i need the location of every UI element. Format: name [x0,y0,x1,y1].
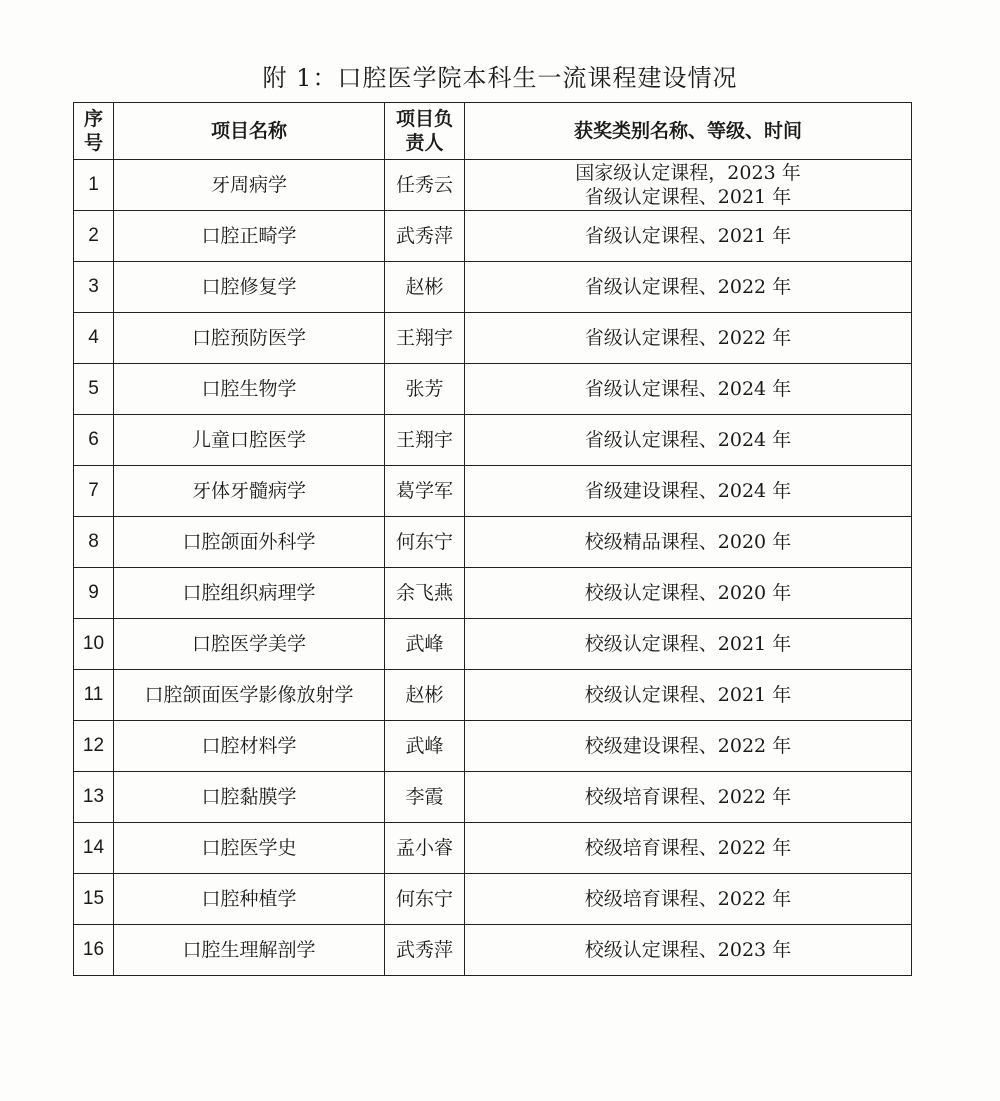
cell-no: 14 [74,823,114,874]
cell-course-name: 口腔修复学 [114,262,385,313]
cell-leader: 武峰 [385,619,465,670]
table-row [74,874,912,925]
cell-course-name: 口腔医学史 [114,823,385,874]
award-line: 省级认定课程、2021 年 [584,225,792,247]
table-row [74,415,912,466]
table-row [74,823,912,874]
cell-leader: 张芳 [385,364,465,415]
header-leader-line-1: 项目负 [395,108,453,130]
cell-award [465,313,912,364]
cell-award [465,721,912,772]
cell-award [465,466,912,517]
table-body [74,160,912,976]
table-row [74,364,912,415]
cell-no: 15 [74,874,114,925]
table-row [74,925,912,976]
cell-leader: 武秀萍 [385,925,465,976]
cell-leader: 赵彬 [385,262,465,313]
cell-course-name: 口腔种植学 [114,874,385,925]
cell-award [465,211,912,262]
cell-leader: 葛学军 [385,466,465,517]
cell-no: 6 [74,415,114,466]
table-row [74,772,912,823]
course-table [73,102,912,976]
cell-course-name: 牙体牙髓病学 [114,466,385,517]
cell-course-name: 口腔正畸学 [114,211,385,262]
cell-course-name: 口腔预防医学 [114,313,385,364]
cell-no: 2 [74,211,114,262]
cell-award [465,364,912,415]
award-line: 校级认定课程、2020 年 [584,582,792,604]
award-line: 校级认定课程、2021 年 [584,633,792,655]
cell-course-name: 口腔生物学 [114,364,385,415]
cell-course-name: 口腔材料学 [114,721,385,772]
header-leader [385,103,465,160]
award-line: 省级建设课程、2024 年 [584,480,792,502]
award-line: 省级认定课程、2022 年 [584,276,792,298]
cell-award [465,160,912,211]
cell-award [465,670,912,721]
cell-course-name: 牙周病学 [114,160,385,211]
cell-no: 5 [74,364,114,415]
cell-award [465,568,912,619]
header-no-line-1: 序 [83,108,103,130]
cell-course-name: 口腔组织病理学 [114,568,385,619]
cell-award [465,772,912,823]
award-line: 校级精品课程、2020 年 [584,531,792,553]
cell-course-name: 儿童口腔医学 [114,415,385,466]
cell-leader: 何东宁 [385,517,465,568]
award-line: 校级培育课程、2022 年 [584,888,792,910]
cell-award [465,262,912,313]
table-row [74,160,912,211]
award-line: 省级认定课程、2022 年 [584,327,792,349]
cell-no: 12 [74,721,114,772]
header-leader-line-2: 责人 [405,132,444,154]
award-line: 校级培育课程、2022 年 [584,786,792,808]
header-name: 项目名称 [114,103,385,160]
cell-course-name: 口腔黏膜学 [114,772,385,823]
cell-leader: 余飞燕 [385,568,465,619]
table-row [74,466,912,517]
cell-award [465,823,912,874]
table-row [74,619,912,670]
header-award: 获奖类别名称、等级、时间 [465,103,912,160]
cell-no: 10 [74,619,114,670]
cell-no: 13 [74,772,114,823]
award-line: 省级认定课程、2021 年 [584,186,792,208]
cell-no: 7 [74,466,114,517]
header-no-line-2: 号 [83,132,103,154]
table-row [74,721,912,772]
cell-award [465,415,912,466]
cell-leader: 李霞 [385,772,465,823]
cell-no: 4 [74,313,114,364]
award-line: 校级培育课程、2022 年 [584,837,792,859]
cell-no: 11 [74,670,114,721]
table-row [74,313,912,364]
cell-no: 16 [74,925,114,976]
cell-leader: 任秀云 [385,160,465,211]
page-title: 附 1：口腔医学院本科生一流课程建设情况 [262,64,738,92]
cell-no: 1 [74,160,114,211]
award-line: 校级认定课程、2021 年 [584,684,792,706]
table-row [74,568,912,619]
cell-course-name: 口腔医学美学 [114,619,385,670]
table-header-row [74,103,912,160]
cell-course-name: 口腔颌面医学影像放射学 [114,670,385,721]
cell-award [465,517,912,568]
cell-no: 8 [74,517,114,568]
award-line: 校级建设课程、2022 年 [584,735,792,757]
cell-no: 9 [74,568,114,619]
cell-award [465,619,912,670]
table-row [74,517,912,568]
cell-leader: 武秀萍 [385,211,465,262]
cell-leader: 孟小睿 [385,823,465,874]
cell-leader: 赵彬 [385,670,465,721]
cell-course-name: 口腔生理解剖学 [114,925,385,976]
cell-leader: 何东宁 [385,874,465,925]
cell-leader: 王翔宇 [385,313,465,364]
table-row [74,262,912,313]
cell-award [465,925,912,976]
award-line: 校级认定课程、2023 年 [584,939,792,961]
table-row [74,670,912,721]
award-line: 省级认定课程、2024 年 [584,429,792,451]
table-row [74,211,912,262]
cell-leader: 王翔宇 [385,415,465,466]
award-line: 国家级认定课程，2023 年 [575,162,801,184]
cell-leader: 武峰 [385,721,465,772]
cell-course-name: 口腔颌面外科学 [114,517,385,568]
header-no [74,103,114,160]
award-line: 省级认定课程、2024 年 [584,378,792,400]
cell-award [465,874,912,925]
cell-no: 3 [74,262,114,313]
